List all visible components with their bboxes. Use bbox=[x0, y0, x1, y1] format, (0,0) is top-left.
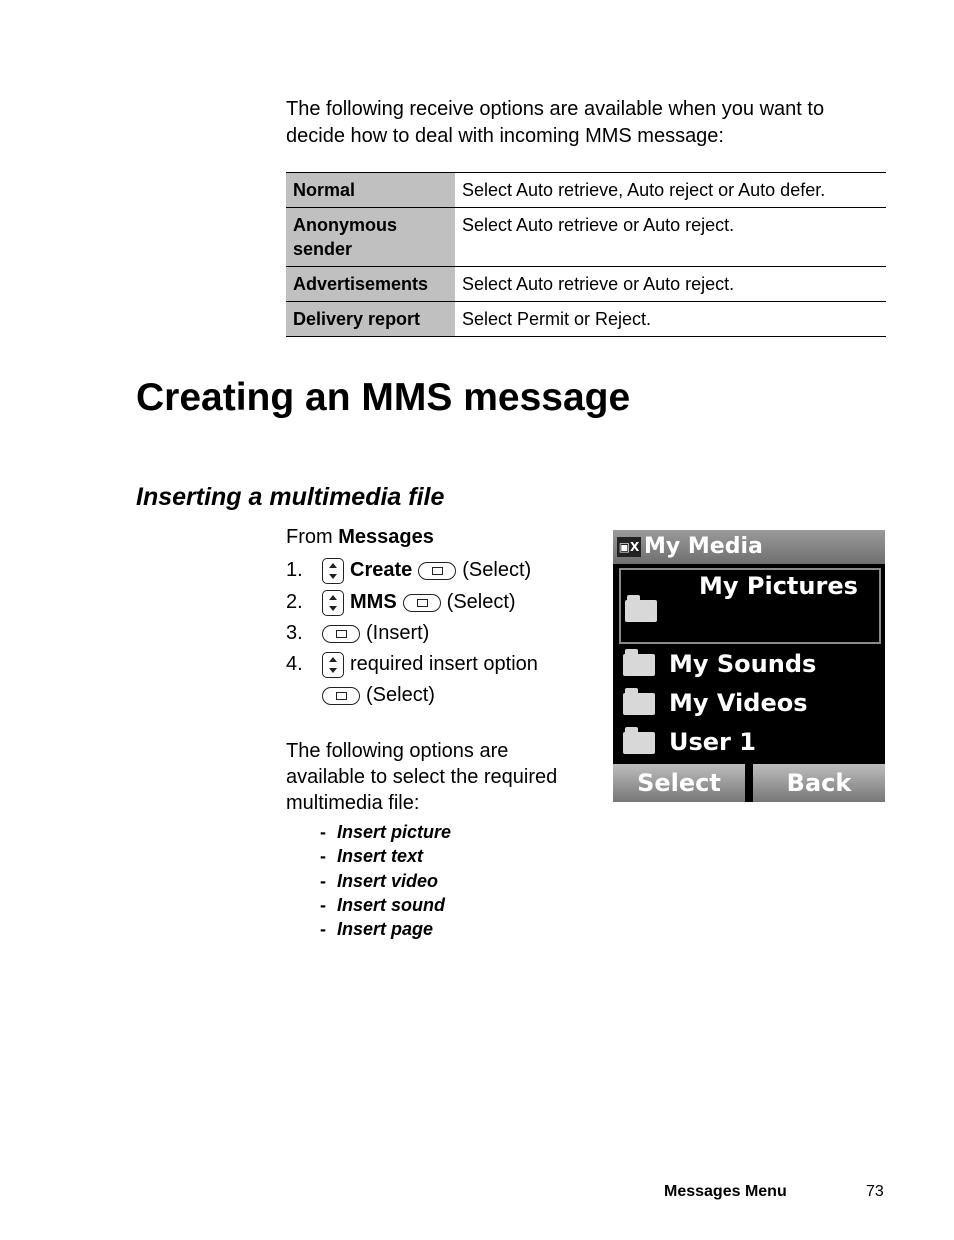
back-softkey: Back bbox=[753, 764, 885, 802]
intro-paragraph: The following receive options are available when you want to decide how to deal with incoming MMS message: bbox=[286, 98, 825, 147]
nav-key-icon bbox=[322, 558, 344, 584]
list-item-label: Insert picture bbox=[337, 822, 452, 842]
table-row bbox=[286, 208, 886, 267]
folder-icon bbox=[623, 693, 655, 715]
phone-item-label: My Sounds bbox=[669, 650, 817, 678]
option-description: Select Auto retrieve, Auto reject or Auto defer. bbox=[455, 173, 886, 208]
footer-section-title: Messages Menu bbox=[664, 1183, 787, 1200]
phone-title-bar bbox=[613, 530, 885, 564]
subsection-heading: Inserting a multimedia file bbox=[136, 483, 445, 511]
nav-key-icon bbox=[322, 590, 344, 616]
option-description: Select Auto retrieve or Auto reject. bbox=[455, 208, 886, 267]
step-number: 2. bbox=[286, 591, 303, 613]
section-heading: Creating an MMS message bbox=[136, 376, 631, 419]
insert-key-icon bbox=[322, 625, 360, 643]
option-name: Normal bbox=[286, 173, 455, 208]
from-prefix: From bbox=[286, 526, 333, 548]
step-action: (Select) bbox=[462, 559, 532, 581]
phone-screen-image bbox=[613, 530, 885, 802]
step-3 bbox=[286, 620, 429, 646]
list-dash: - bbox=[320, 919, 326, 940]
phone-item bbox=[623, 689, 808, 717]
step-number: 3. bbox=[286, 622, 303, 644]
list-item bbox=[320, 820, 451, 844]
list-item bbox=[320, 844, 451, 868]
table-row bbox=[286, 302, 886, 337]
step-4-continuation bbox=[322, 682, 435, 708]
select-key-icon bbox=[403, 594, 441, 612]
from-menu: Messages bbox=[338, 526, 434, 548]
nav-key-icon bbox=[322, 652, 344, 678]
list-item-label: Insert video bbox=[337, 870, 439, 891]
step-text: required insert option bbox=[350, 653, 538, 675]
receive-options-table bbox=[286, 172, 886, 337]
table-row bbox=[286, 267, 886, 302]
step-2 bbox=[286, 589, 516, 616]
option-name: Advertisements bbox=[286, 267, 455, 302]
from-line bbox=[286, 524, 434, 550]
step-4 bbox=[286, 651, 538, 678]
step-menu-item: Create bbox=[350, 559, 413, 581]
phone-item bbox=[623, 728, 756, 756]
step-action: (Select) bbox=[446, 591, 516, 613]
available-options-text: The following options are available to select the required multimedia file: bbox=[286, 740, 558, 814]
list-item-label: Insert text bbox=[337, 846, 424, 867]
list-dash: - bbox=[320, 846, 326, 867]
list-dash: - bbox=[320, 870, 326, 891]
folder-icon bbox=[623, 732, 655, 754]
folder-icon bbox=[623, 654, 655, 676]
select-key-icon bbox=[322, 687, 360, 705]
phone-item-label: User 1 bbox=[669, 728, 756, 756]
step-1 bbox=[286, 557, 531, 584]
select-key-icon bbox=[418, 562, 456, 580]
list-item-label: Insert sound bbox=[337, 894, 446, 915]
list-item bbox=[320, 917, 451, 941]
step-menu-item: MMS bbox=[350, 591, 397, 613]
media-badge-icon: ▣X bbox=[617, 537, 641, 557]
phone-item bbox=[623, 650, 816, 678]
option-name: Anonymous sender bbox=[286, 208, 455, 267]
list-item bbox=[320, 893, 451, 917]
step-number: 4. bbox=[286, 653, 303, 675]
list-item bbox=[320, 869, 451, 893]
table-row bbox=[286, 173, 886, 208]
option-name: Delivery report bbox=[286, 302, 455, 337]
option-description: Select Permit or Reject. bbox=[455, 302, 886, 337]
phone-item-label: My Pictures bbox=[699, 572, 858, 600]
phone-item-label: My Videos bbox=[669, 689, 808, 717]
step-number: 1. bbox=[286, 559, 303, 581]
step-action: (Select) bbox=[366, 684, 435, 706]
page-number: 73 bbox=[866, 1183, 884, 1200]
phone-title: My Media bbox=[644, 534, 763, 559]
option-description: Select Auto retrieve or Auto reject. bbox=[455, 267, 886, 302]
step-action: (Insert) bbox=[366, 622, 430, 644]
folder-icon bbox=[625, 600, 657, 622]
list-dash: - bbox=[320, 894, 326, 915]
insert-options-list bbox=[320, 820, 451, 941]
list-dash: - bbox=[320, 822, 326, 842]
select-softkey: Select bbox=[613, 764, 745, 802]
list-item-label: Insert page bbox=[337, 919, 434, 940]
